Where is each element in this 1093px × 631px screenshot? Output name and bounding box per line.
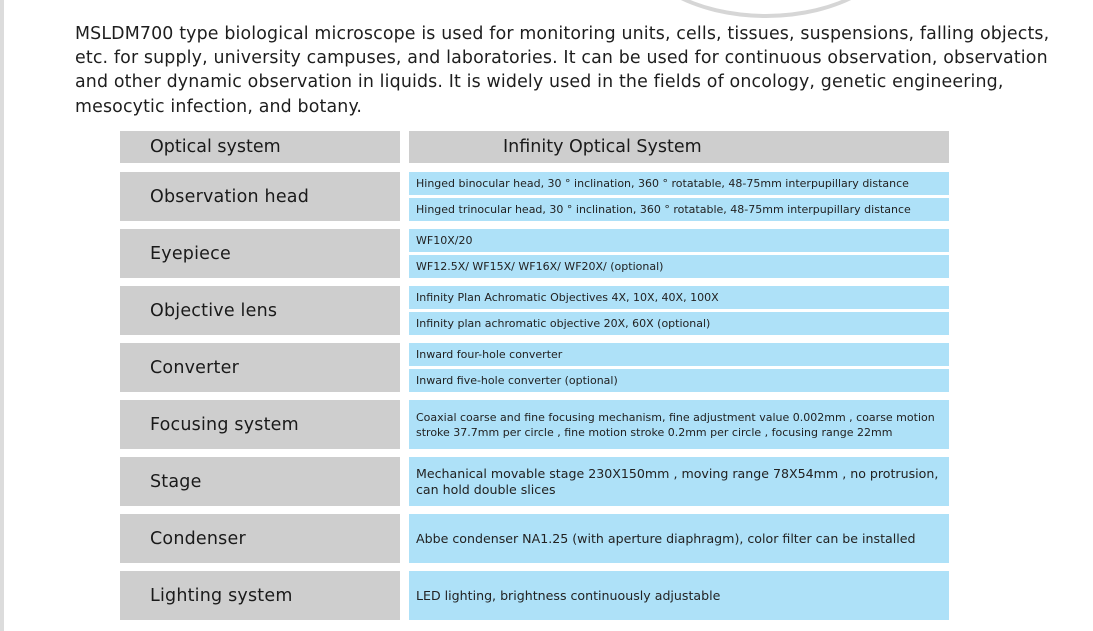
spec-value: Hinged binocular head, 30 ° inclination, 360 ° rotatable, 48-75mm interpupillary distance (409, 172, 949, 195)
spec-row-condenser (120, 514, 949, 563)
spec-row-eyepiece (120, 229, 949, 278)
spec-value: Inward four-hole converter (409, 343, 949, 366)
spec-value: LED lighting, brightness continuously adjustable (409, 571, 949, 620)
spec-value: Mechanical movable stage 230X150mm , moving range 78X54mm , no protrusion, can hold double slices (409, 457, 949, 506)
spec-label: Condenser (120, 514, 400, 563)
intro-paragraph: MSLDM700 type biological microscope is used for monitoring units, cells, tissues, suspensions, falling objects, etc. for supply, university campuses, and laboratories. It can be used for continuous observation, observation and other dynamic observation in liquids. It is widely used in the fields of oncology, genetic engineering, mesocytic infection, and botany. (75, 24, 1050, 117)
spec-table (120, 131, 949, 628)
spec-row-converter (120, 343, 949, 392)
spec-label: Lighting system (120, 571, 400, 620)
spec-row-objective-lens (120, 286, 949, 335)
decorative-arc (632, 0, 900, 18)
header-value: Infinity Optical System (409, 131, 949, 163)
spec-row-lighting-system (120, 571, 949, 620)
spec-value: Inward five-hole converter (optional) (409, 369, 949, 392)
spec-label: Converter (120, 343, 400, 392)
spec-row-focusing-system (120, 400, 949, 449)
spec-value: Coaxial coarse and fine focusing mechanism, fine adjustment value 0.002mm , coarse motion stroke 37.7mm per circle , fine motion stroke 0.2mm per circle , focusing range 22mm (409, 400, 949, 449)
left-border (0, 0, 4, 631)
spec-row-stage (120, 457, 949, 506)
spec-value: WF10X/20 (409, 229, 949, 252)
spec-value: Hinged trinocular head, 30 ° inclination, 360 ° rotatable, 48-75mm interpupillary distance (409, 198, 949, 221)
spec-label: Stage (120, 457, 400, 506)
spec-row-observation-head (120, 172, 949, 221)
header-label: Optical system (120, 131, 400, 163)
spec-label: Objective lens (120, 286, 400, 335)
table-header-row (120, 131, 949, 163)
spec-value: Abbe condenser NA1.25 (with aperture diaphragm), color filter can be installed (409, 514, 949, 563)
spec-label: Focusing system (120, 400, 400, 449)
spec-value: WF12.5X/ WF15X/ WF16X/ WF20X/ (optional) (409, 255, 949, 278)
spec-value: Infinity plan achromatic objective 20X, 60X (optional) (409, 312, 949, 335)
spec-label: Eyepiece (120, 229, 400, 278)
spec-value: Infinity Plan Achromatic Objectives 4X, 10X, 40X, 100X (409, 286, 949, 309)
spec-label: Observation head (120, 172, 400, 221)
